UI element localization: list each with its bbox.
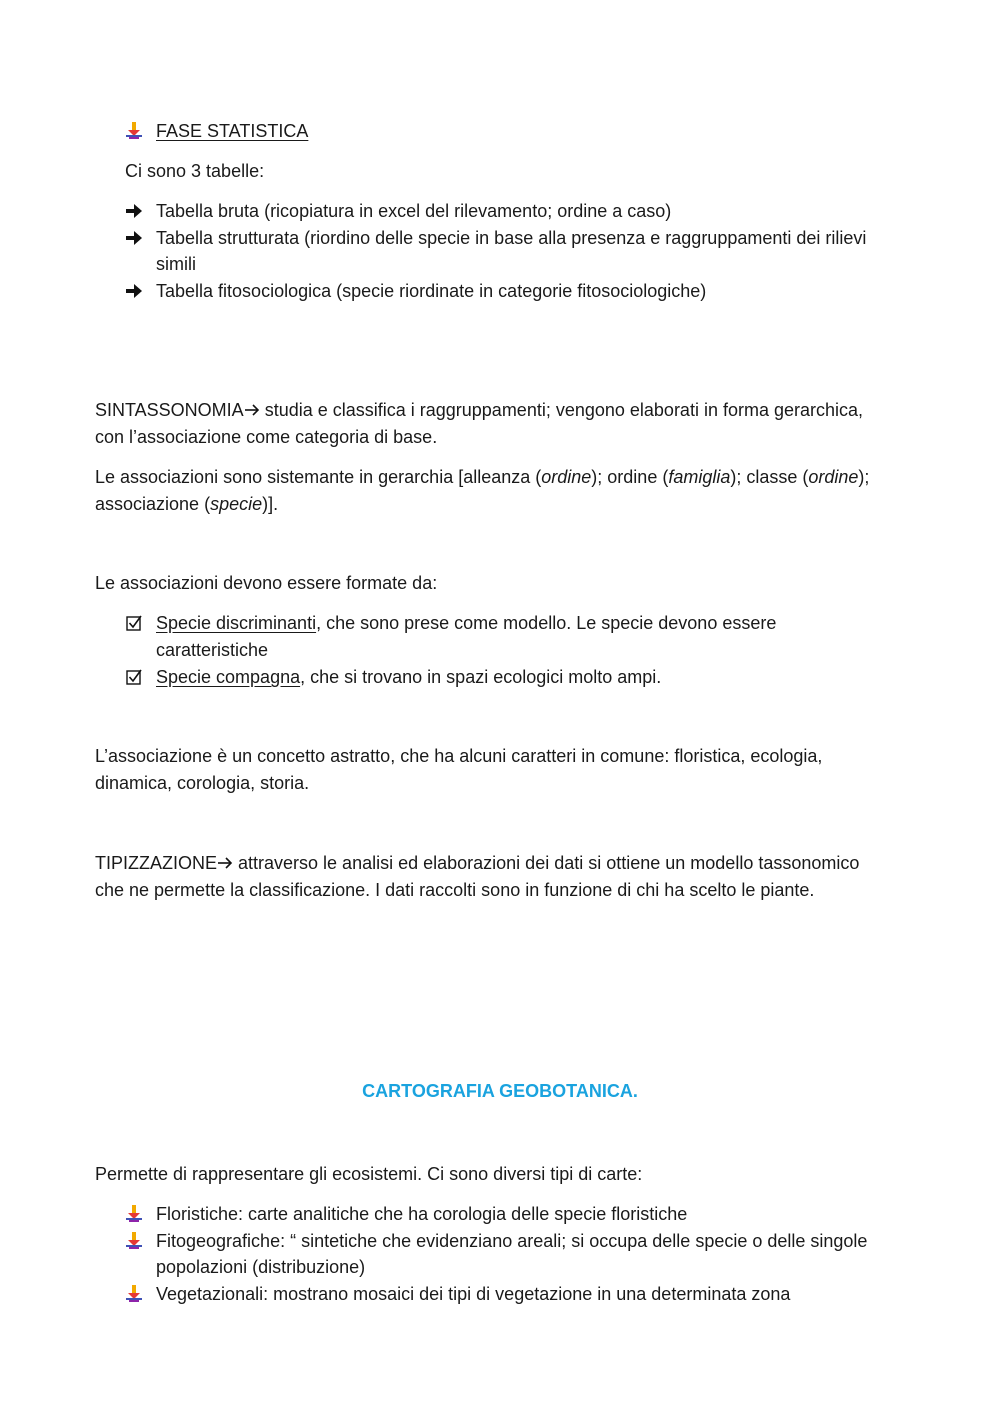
gerarchia-italic: specie — [210, 494, 263, 514]
four-color-arrow-icon — [125, 1231, 143, 1251]
sintassonomia-term: SINTASSONOMIA — [95, 400, 244, 420]
gerarchia-line1 — [95, 464, 1000, 490]
cartografia-title: CARTOGRAFIA GEOBOTANICA. — [362, 1081, 638, 1101]
fase-item-text: Tabella bruta (ricopiatura in excel del rilevamento; ordine a caso) — [156, 201, 672, 221]
fase-item-continuation: simili — [156, 254, 196, 274]
cartografia-item-text: Floristiche: carte analitiche che ha corologia delle specie floristiche — [156, 1204, 688, 1224]
checkbox-icon — [125, 667, 143, 687]
associazioni-item-text — [156, 664, 661, 690]
gerarchia-text: ); classe ( — [730, 467, 809, 487]
fase-heading: FASE STATISTICA — [156, 121, 309, 141]
associazioni-intro: Le associazioni devono essere formate da: — [95, 573, 438, 593]
right-arrow-icon — [244, 403, 260, 417]
gerarchia-text: ); — [858, 467, 870, 487]
right-arrow-icon — [125, 201, 143, 221]
tipizzazione-term: TIPIZZAZIONE — [95, 853, 218, 873]
associazioni-item-text — [156, 610, 776, 636]
concetto-line2: dinamica, corologia, storia. — [95, 773, 310, 793]
cartografia-intro: Permette di rappresentare gli ecosistemi. Ci sono diversi tipi di carte: — [95, 1164, 643, 1184]
tipizzazione-line1 — [95, 850, 1000, 876]
four-color-arrow-icon — [125, 1284, 143, 1304]
associazioni-item-continuation: caratteristiche — [156, 640, 269, 660]
specie-compagna-term: Specie compagna — [156, 667, 301, 687]
right-arrow-icon — [125, 281, 143, 301]
gerarchia-text: associazione ( — [95, 494, 211, 514]
right-arrow-icon — [125, 228, 143, 248]
gerarchia-text: Le associazioni sono sistemante in gerarchia [alleanza ( — [95, 467, 542, 487]
gerarchia-text: ); ordine ( — [591, 467, 669, 487]
gerarchia-line2 — [95, 491, 1000, 517]
associazioni-item-rest: , che sono prese come modello. Le specie devono essere — [316, 613, 777, 633]
specie-discriminanti-term: Specie discriminanti — [156, 613, 317, 633]
gerarchia-text: )]. — [262, 494, 279, 514]
concetto-line1: L’associazione è un concetto astratto, che ha alcuni caratteri in comune: floristica, ecologia, — [95, 746, 823, 766]
cartografia-item-text: Vegetazionali: mostrano mosaici dei tipi di vegetazione in una determinata zona — [156, 1284, 791, 1304]
four-color-arrow-icon — [125, 1204, 143, 1224]
sintassonomia-definition: studia e classifica i raggruppamenti; vengono elaborati in forma gerarchica, — [259, 400, 864, 420]
tipizzazione-line2: che ne permette la classificazione. I dati raccolti sono in funzione di chi ha scelto le piante. — [95, 880, 815, 900]
sintassonomia-line2: con l’associazione come categoria di base. — [95, 427, 438, 447]
fase-item-text: Tabella strutturata (riordino delle specie in base alla presenza e raggruppamenti dei rilievi — [156, 228, 867, 248]
associazioni-item-rest: , che si trovano in spazi ecologici molto ampi. — [300, 667, 662, 687]
right-arrow-icon — [217, 856, 233, 870]
cartografia-item-text: Fitogeografiche: “ sintetiche che evidenziano areali; si occupa delle specie o delle singole — [156, 1231, 868, 1251]
gerarchia-italic: ordine — [808, 467, 859, 487]
fase-item-text: Tabella fitosociologica (specie riordinate in categorie fitosociologiche) — [156, 281, 707, 301]
fase-intro: Ci sono 3 tabelle: — [125, 161, 265, 181]
sintassonomia-line1 — [95, 397, 1000, 423]
four-color-arrow-icon — [125, 121, 143, 141]
gerarchia-italic: ordine — [541, 467, 592, 487]
cartografia-item-continuation: popolazioni (distribuzione) — [156, 1257, 366, 1277]
tipizzazione-definition: attraverso le analisi ed elaborazioni dei dati si ottiene un modello tassonomico — [233, 853, 860, 873]
gerarchia-italic: famiglia — [668, 467, 731, 487]
checkbox-icon — [125, 613, 143, 633]
